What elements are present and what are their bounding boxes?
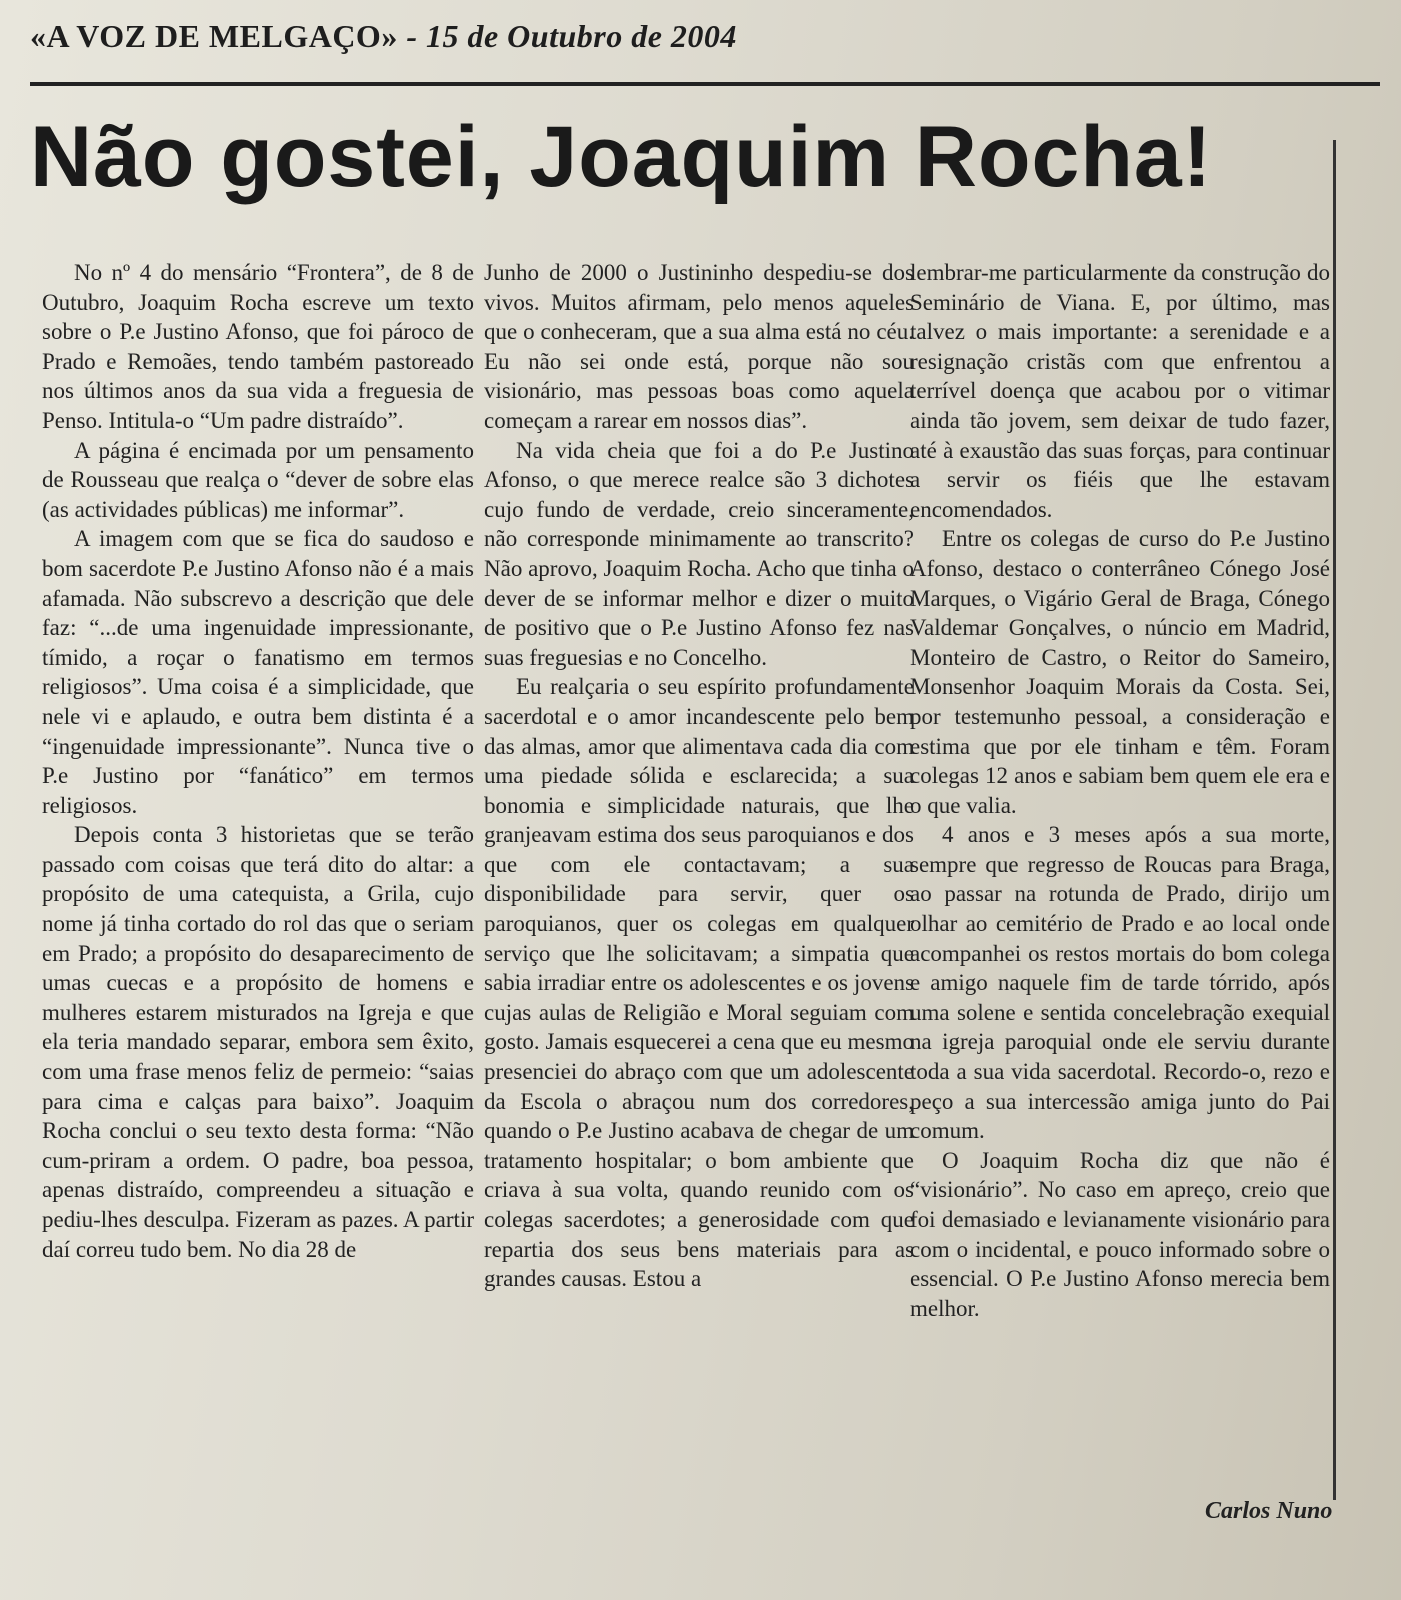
- paragraph: Eu realçaria o seu espírito profundamente sacerdotal e o amor incandescente pelo bem das almas, amor que alimentava cada dia com uma piedade sólida e esclarecida; a sua bonomia e simplicidade naturais, que lhe granjeavam estima dos seus paroquianos e dos que com ele contactavam; a sua disponibilidade para servir, quer os paroquianos, quer os colegas em qualquer serviço que lhe solicitavam; a simpatia que sabia irradiar entre os adolescentes e os jovens cujas aulas de Religião e Moral seguiam com gosto. Jamais esquecerei a cena que eu mesmo presenciei do abraço com que um adolescente da Escola o abraçou num dos corredores, quando o P.e Justino acabava de chegar de um tratamento hospitalar; o bom ambiente que criava à sua volta, quando reunido com os colegas sacerdotes; a generosidade com que repartia dos seus bens materiais para as grandes causas. Estou a: [484, 674, 914, 1292]
- column-rule: [1333, 140, 1336, 1500]
- paragraph: No nº 4 do mensário “Frontera”, de 8 de Outubro, Joaquim Rocha escreve um texto sobre o P.e Justino Afonso, que foi pároco de Prado e Remoães, tendo também pastoreado nos últimos anos da sua vida a freguesia de Penso. Intitula-o “Um padre distraído”.: [42, 260, 474, 433]
- issue-date: - 15 de Outubro de 2004: [397, 18, 737, 54]
- paragraph: Depois conta 3 historietas que se terão passado com coisas que terá dito do altar: a propósito de uma catequista, a Grila, cujo nome já tinha cortado do rol das que o seriam em Prado; a propósito do desaparecimento de umas cuecas e a propósito de homens e mulheres estarem misturados na Igreja e que ela teria mandado separar, embora sem êxito, com uma frase menos feliz de permeio: “saias para cima e calças para baixo”. Joaquim Rocha conclui o seu texto desta forma: “Não cum-priram a ordem. O padre, boa pessoa, apenas distraído, compreendeu a situação e pediu-lhes desculpa. Fizeram as pazes. A partir daí correu tudo bem. No dia 28 de: [42, 822, 474, 1262]
- article-column-3: [910, 258, 1330, 1323]
- paragraph: A imagem com que se fica do saudoso e bom sacerdote P.e Justino Afonso não é a mais afamada. Não subscrevo a descrição que dele faz: “...de uma ingenuidade impressionante, tímido, a roçar o fanatismo em termos religiosos”. Uma coisa é a simplicidade, que nele vi e aplaudo, e outra bem distinta é a “ingenuidade impressionante”. Nunca tive o P.e Justino por “fanático” em termos religiosos.: [42, 526, 474, 818]
- paragraph: lembrar-me particularmente da construção do Seminário de Viana. E, por último, mas talvez o mais importante: a serenidade e a resignação cristãs com que enfrentou a terrível doença que acabou por o vitimar ainda tão jovem, sem deixar de tudo fazer, até à exaustão das suas forças, para continuar a servir os fiéis que lhe estavam encomendados.: [910, 260, 1330, 522]
- paragraph: Na vida cheia que foi a do P.e Justino Afonso, o que merece realce são 3 dichotes cujo fundo de verdade, creio sinceramente, não corresponde minimamente ao transcrito? Não aprovo, Joaquim Rocha. Acho que tinha o dever de se informar melhor e dizer o muito de positivo que o P.e Justino Afonso fez nas suas freguesias e no Concelho.: [484, 437, 914, 670]
- header-rule: [30, 82, 1380, 86]
- article-column-1: [42, 258, 474, 1264]
- paragraph: A página é encimada por um pensamento de Rousseau que realça o “dever de sobre elas (as actividades públicas) me informar”.: [42, 437, 474, 522]
- paragraph: Entre os colegas de curso do P.e Justino Afonso, destaco o conterrâneo Cónego José Marques, o Vigário Geral de Braga, Cónego Valdemar Gonçalves, o núncio em Madrid, Monteiro de Castro, o Reitor do Sameiro, Monsenhor Joaquim Morais da Costa. Sei, por testemunho pessoal, a consideração e estima que por ele tinham e têm. Foram colegas 12 anos e sabiam bem quem ele era e o que valia.: [910, 526, 1330, 818]
- paragraph: O Joaquim Rocha diz que não é “visionário”. No caso em apreço, creio que foi demasiado e levianamente visionário para com o incidental, e pouco informado sobre o essencial. O P.e Justino Afonso merecia bem melhor.: [910, 1147, 1330, 1321]
- author-signature: Carlos Nuno: [1205, 1498, 1333, 1524]
- paragraph: Junho de 2000 o Justininho despediu-se dos vivos. Muitos afirmam, pelo menos aqueles que o conheceram, que a sua alma está no céu. Eu não sei onde está, porque não sou visionário, mas pessoas boas como aquela começam a rarear em nossos dias”.: [484, 260, 914, 433]
- article-column-2: [484, 258, 914, 1294]
- masthead: «A VOZ DE MELGAÇO»: [30, 18, 398, 54]
- newspaper-header: [30, 18, 1370, 55]
- article-headline: Não gostei, Joaquim Rocha!: [30, 109, 1213, 205]
- paragraph: 4 anos e 3 meses após a sua morte, sempre que regresso de Roucas para Braga, ao passar na rotunda de Prado, dirijo um olhar ao cemitério de Prado e ao local onde acompanhei os restos mortais do bom colega e amigo naquele fim de tarde tórrido, após uma solene e sentida concelebração exequial na igreja paroquial onde ele serviu durante toda a sua vida sacerdotal. Recordo-o, rezo e peço a sua intercessão amiga junto do Pai comum.: [910, 822, 1330, 1144]
